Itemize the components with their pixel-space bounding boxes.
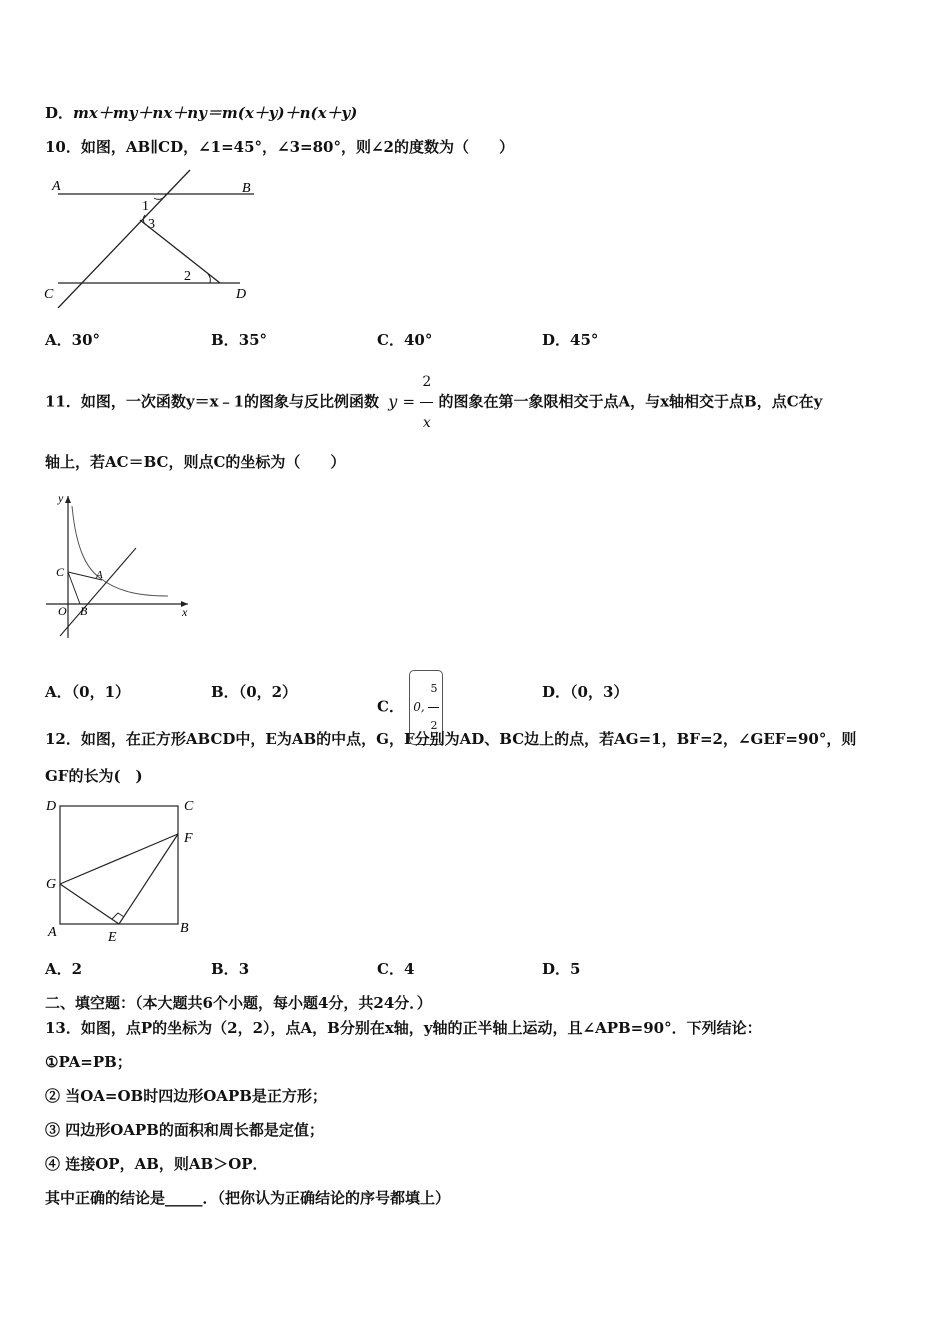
segment-ef [119, 834, 178, 924]
q11-stem-line1 [45, 362, 822, 443]
q10-stem: 10．如图，AB∥CD，∠1=45°，∠3=80°，则∠2的度数为（ ） [45, 138, 514, 156]
segment-cb [68, 572, 80, 604]
option-label: A． [45, 331, 72, 349]
option-text: 5 [570, 960, 581, 978]
label-b: B [242, 181, 251, 196]
q13-item-3: ③ 四边形OAPB的面积和周长都是定值； [45, 1121, 324, 1139]
q11-option-b [211, 681, 297, 702]
q10-option-d [542, 329, 598, 350]
fraction-numerator: 2 [420, 362, 433, 403]
angle-1-arc [154, 194, 166, 199]
label-g: G [46, 877, 57, 892]
option-label: A． [45, 683, 72, 701]
label-c: C [184, 799, 194, 814]
q13-item-2: ② 当OA=OB时四边形OAPB是正方形； [45, 1087, 327, 1105]
label-a: A [96, 569, 103, 581]
transversal-line [58, 170, 190, 308]
q13-stem: 13．如图，点P的坐标为（2，2），点A，B分别在x轴，y轴的正半轴上运动，且∠APB=90°．下列结论： [45, 1019, 762, 1037]
label-b: B [180, 921, 189, 936]
fraction-numerator: 5 [428, 671, 439, 708]
function-equals: = [402, 392, 416, 411]
q10-option-c [377, 329, 432, 350]
option-text: 45° [570, 331, 599, 349]
label-x: x [182, 605, 188, 619]
q12-figure [40, 796, 210, 946]
fraction-denominator: x [422, 415, 431, 431]
option-label: B． [211, 960, 239, 978]
label-a: A [52, 179, 61, 194]
label-angle-1: 1 [142, 199, 149, 214]
function-lhs: y [388, 391, 398, 411]
label-angle-3: 3 [148, 217, 155, 232]
option-label: D． [45, 104, 74, 122]
option-text: mx＋my＋nx＋ny＝m(x＋y)＋n(x＋y) [73, 104, 358, 122]
stem-text-1: 11．如图，一次函数y＝x﹣1的图象与反比例函数 [45, 392, 379, 411]
y-axis-arrow [65, 496, 71, 503]
q11-stem-line2: 轴上，若AC＝BC，则点C的坐标为（ ） [45, 453, 346, 471]
option-label: C． [377, 331, 404, 349]
q12-option-a [45, 958, 82, 979]
stem-text-2: 的图象在第一象限相交于点A，与x轴相交于点B，点C在y [438, 392, 823, 411]
q9-option-d [45, 102, 357, 123]
option-label: B． [211, 331, 239, 349]
q12-stem-line1: 12．如图，在正方形ABCD中，E为AB的中点，G，F分别为AD、BC边上的点，若AG=1，BF=2，∠GEF=90°，则 [45, 730, 857, 748]
option-text: （0，2） [238, 683, 298, 701]
option-text: 2 [71, 960, 83, 978]
function-fraction [420, 362, 433, 443]
label-c: C [44, 287, 54, 302]
label-angle-2: 2 [184, 269, 191, 284]
label-d: D [236, 287, 247, 302]
label-f: F [184, 831, 193, 846]
label-e: E [108, 930, 117, 945]
q10-option-a [45, 329, 100, 350]
q12-option-d [542, 958, 580, 979]
q13-item-1: ①PA=PB； [45, 1053, 132, 1071]
option-text: 30° [71, 331, 101, 349]
segment-gf [60, 834, 178, 884]
option-label: B． [211, 683, 239, 701]
option-text: （0，1） [71, 683, 131, 701]
square-abcd [60, 806, 178, 924]
option-label: D． [542, 331, 571, 349]
coordinate-prefix: 0, [413, 700, 425, 714]
q12-option-c [377, 958, 414, 979]
label-o: O [58, 604, 67, 618]
section2-heading: 二、填空题：（本大题共6个小题，每小题4分，共24分．） [45, 994, 432, 1012]
option-text: 4 [403, 960, 415, 978]
q12-stem-line2: GF的长为( ) [45, 767, 143, 785]
q11-figure [40, 488, 200, 643]
q11-option-a [45, 681, 130, 702]
linear-function-line [60, 548, 136, 636]
label-b: B [80, 604, 88, 618]
option-label: C． [377, 697, 404, 716]
segment-ge [60, 884, 119, 924]
option-text: 40° [403, 331, 433, 349]
q12-option-b [211, 958, 249, 979]
q10-option-b [211, 329, 267, 350]
hyperbola-curve [72, 506, 168, 596]
option-label: C． [377, 960, 404, 978]
q10-figure [40, 168, 265, 308]
q13-item-4: ④ 连接OP，AB，则AB＞OP． [45, 1155, 268, 1173]
label-d: D [46, 799, 57, 814]
label-a: A [48, 925, 57, 940]
option-label: A． [45, 960, 72, 978]
option-label: D． [542, 683, 571, 701]
label-c: C [56, 565, 65, 579]
fraction-denominator: 2 [430, 719, 438, 732]
q11-option-d [542, 681, 628, 702]
q13-conclusion: 其中正确的结论是_____．（把你认为正确结论的序号都填上） [45, 1189, 451, 1207]
option-text: （0，3） [570, 683, 629, 701]
option-text: 35° [238, 331, 268, 349]
option-label: D． [542, 960, 571, 978]
label-y: y [58, 491, 64, 505]
option-text: 3 [238, 960, 250, 978]
